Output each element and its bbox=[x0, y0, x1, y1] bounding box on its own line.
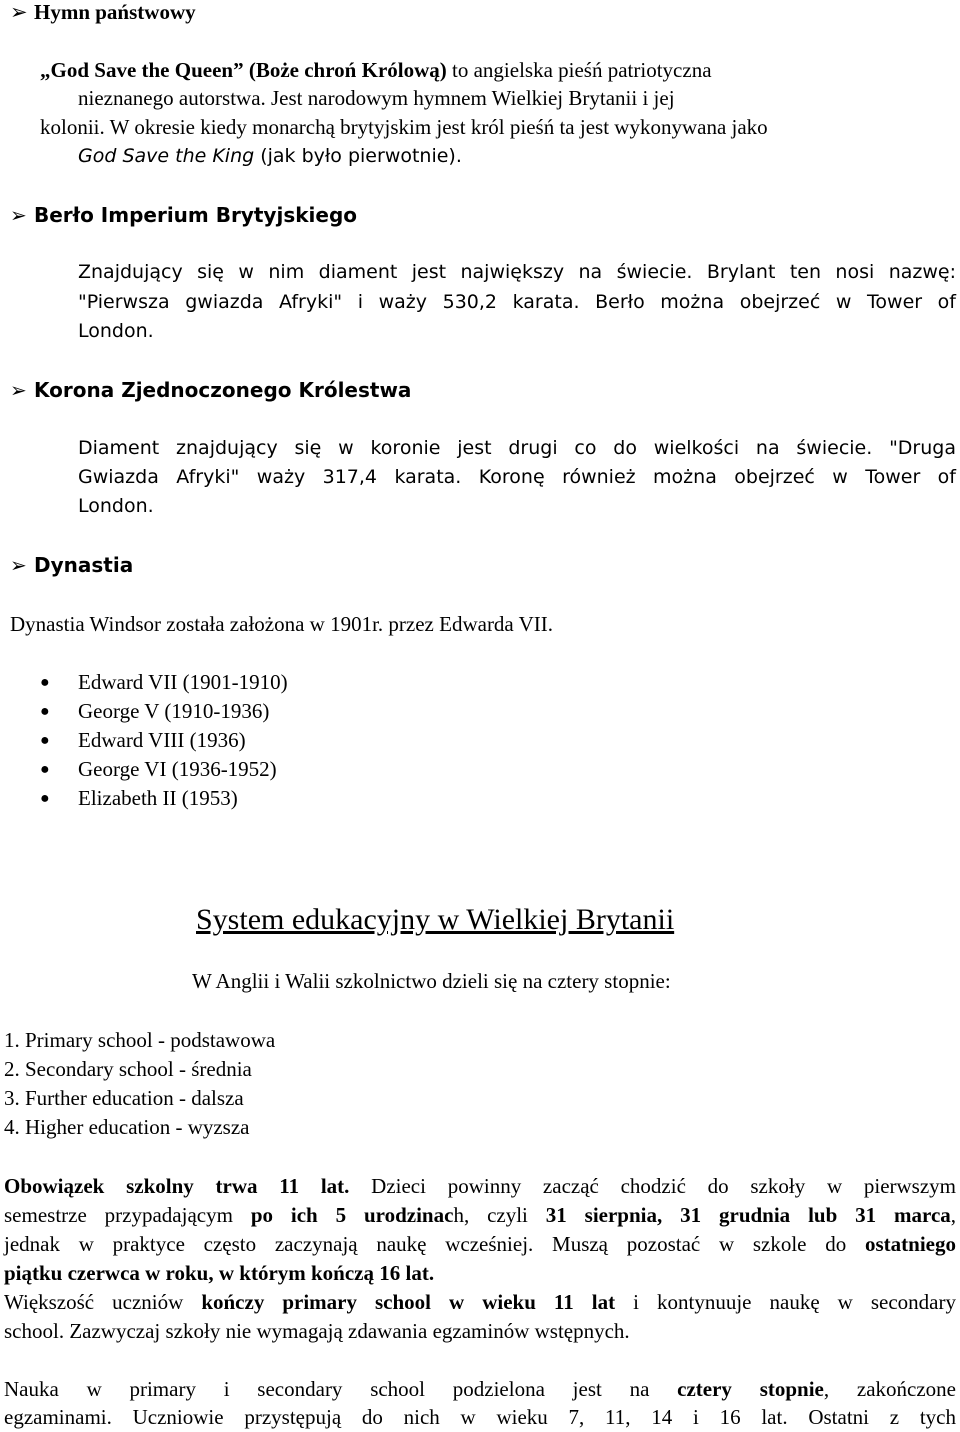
list-item: ● Edward VII (1901-1910) bbox=[40, 668, 288, 697]
bullet-icon: ● bbox=[40, 761, 50, 778]
list-item: ● Edward VIII (1936) bbox=[40, 726, 246, 755]
section-title: System edukacyjny w Wielkiej Brytanii bbox=[196, 903, 675, 936]
sceptre-line-2: "Pierwsza gwiazda Afryki" i waży 530,2 karata. Berło można obejrzeć w Tower of bbox=[78, 291, 956, 313]
anthem-line-2: nieznanego autorstwa. Jest narodowym hymnem Wielkiej Brytanii i jej bbox=[78, 86, 675, 110]
edu-p1-line-4: piątku czerwca w roku, w którym kończą 16 lat. bbox=[4, 1261, 435, 1285]
anthem-line-3: kolonii. W okresie kiedy monarchą brytyjskim jest król pieśń ta jest wykonywana jako bbox=[40, 115, 768, 139]
list-item: 4. Higher education - wyzsza bbox=[4, 1115, 250, 1139]
arrow-bullet-icon: ➢ bbox=[10, 0, 28, 24]
arrow-bullet-icon: ➢ bbox=[10, 378, 27, 402]
edu-p3-line-2: egzaminami. Uczniowie przystępują do nich w wieku 7, 11, 14 i 16 lat. Ostatni z tych bbox=[4, 1405, 956, 1429]
edu-p1-line-1: Obowiązek szkolny trwa 11 lat. Dzieci powinny zacząć chodzić do szkoły w pierwszym bbox=[4, 1174, 957, 1198]
list-item: 3. Further education - dalsza bbox=[4, 1086, 244, 1110]
list-item: ● George V (1910-1936) bbox=[40, 697, 269, 726]
sceptre-line-1: Znajdujący się w nim diament jest największy na świecie. Brylant ten nosi nazwę: bbox=[78, 261, 956, 283]
bullet-icon: ● bbox=[40, 732, 50, 749]
anthem-line-1: „God Save the Queen” (Boże chroń Królową) to angielska pieśń patriotyczna bbox=[40, 58, 712, 82]
arrow-bullet-icon: ➢ bbox=[10, 553, 27, 577]
education-intro: W Anglii i Walii szkolnictwo dzieli się na cztery stopnie: bbox=[192, 969, 671, 993]
anthem-line-4: God Save the King (jak było pierwotnie). bbox=[78, 145, 462, 167]
sceptre-heading: ➢ Berło Imperium Brytyjskiego bbox=[10, 200, 357, 230]
bullet-icon: ● bbox=[40, 674, 50, 691]
crown-line-2: Gwiazda Afryki" waży 317,4 karata. Koronę również można obejrzeć w Tower of bbox=[78, 466, 956, 488]
edu-p1-line-3: jednak w praktyce często zaczynają naukę wcześniej. Muszą pozostać w szkole do ostatniego bbox=[4, 1232, 956, 1256]
dynasty-heading: ➢ Dynastia bbox=[10, 550, 133, 580]
dynasty-intro: Dynastia Windsor została założona w 1901r. przez Edwarda VII. bbox=[10, 612, 554, 636]
edu-p2-line-1: Większość uczniów kończy primary school w wieku 11 lat i kontynuuje naukę w secondary bbox=[4, 1290, 956, 1314]
edu-p3-line-1: Nauka w primary i secondary school podzielona jest na cztery stopnie, zakończone bbox=[4, 1377, 956, 1401]
edu-p1-line-2: semestrze przypadającym po ich 5 urodzinach, czyli 31 sierpnia, 31 grudnia lub 31 marca, bbox=[4, 1203, 957, 1227]
bullet-icon: ● bbox=[40, 790, 50, 807]
sceptre-line-3: London. bbox=[78, 320, 154, 342]
crown-line-1: Diament znajdujący się w koronie jest drugi co do wielkości na świecie. "Druga bbox=[78, 437, 956, 459]
list-item: ● Elizabeth II (1953) bbox=[40, 784, 238, 813]
crown-line-3: London. bbox=[78, 495, 154, 517]
crown-heading: ➢ Korona Zjednoczonego Królestwa bbox=[10, 375, 411, 405]
list-item: 1. Primary school - podstawowa bbox=[4, 1028, 276, 1052]
bullet-icon: ● bbox=[40, 703, 50, 720]
arrow-bullet-icon: ➢ bbox=[10, 203, 27, 227]
list-item: 2. Secondary school - średnia bbox=[4, 1057, 252, 1081]
list-item: ● George VI (1936-1952) bbox=[40, 755, 277, 784]
edu-p2-line-2: school. Zazwyczaj szkoły nie wymagają zdawania egzaminów wstępnych. bbox=[4, 1319, 630, 1343]
anthem-heading: ➢ Hymn państwowy bbox=[10, 0, 196, 27]
